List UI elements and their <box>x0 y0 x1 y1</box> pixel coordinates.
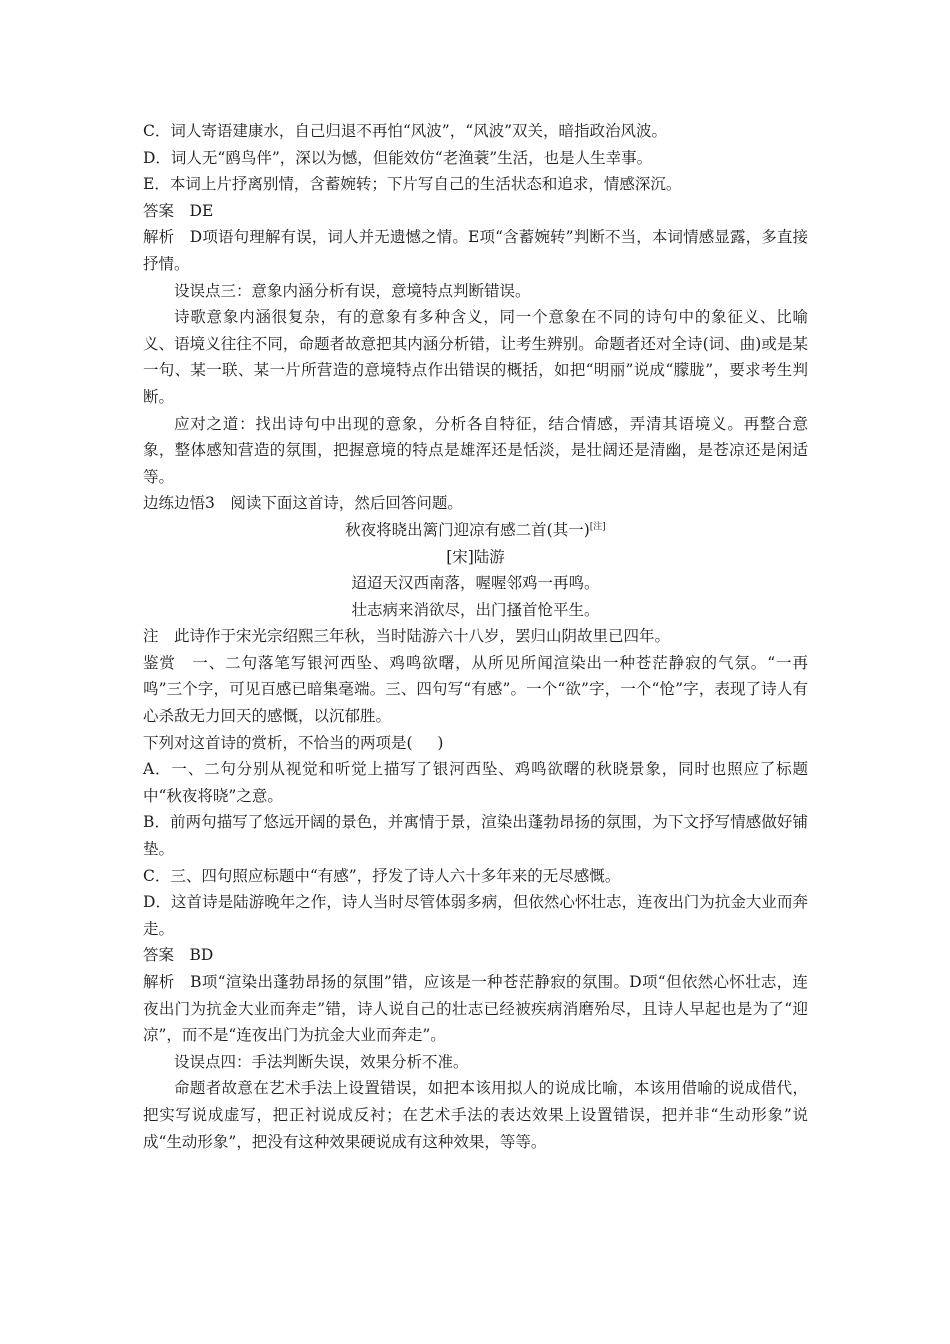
poem-line-1: 迢迢天汉西南落，喔喔邻鸡一再鸣。 <box>351 574 600 593</box>
document-page <box>143 118 808 1155</box>
answer-value: DE <box>189 201 214 220</box>
poem-author: [宋]陆游 <box>446 547 505 566</box>
analysis-text: D项语句理解有误，词人并无遗憾之情。E项“含蓄婉转”判断不当，本词情感显露，多直接抒情。 <box>143 228 808 273</box>
answer-1 <box>143 198 808 225</box>
practice-instruction: 阅读下面这首诗，然后回答问题。 <box>230 494 463 513</box>
point-4-body: 命题者故意在艺术手法上设置错误，如把本该用拟人的说成比喻，本该用借喻的说成借代，把实写说成虚写，把正衬说成反衬；在艺术手法的表达效果上设置错误，把并非“生动形象”说成“生动形象”，把没有这种效果硬说成有这种效果，等等。 <box>143 1079 808 1151</box>
analysis-label: 解析 <box>143 228 175 247</box>
appreciation <box>143 650 808 730</box>
point-4-title: 设误点四：手法判断失误，效果分析不准。 <box>174 1052 469 1071</box>
point-3-strategy: 应对之道：找出诗句中出现的意象，分析各自特征，结合情感，弄清其语境义。再整合意象，整体感知营造的氛围，把握意境的特点是雄浑还是恬淡，是壮阔还是清幽，是苍凉还是闲适等。 <box>143 414 808 486</box>
option-d: D．这首诗是陆游晚年之作，诗人当时尽管体弱多病，但依然心怀壮志，连夜出门为抗金大业而奔走。 <box>143 893 808 938</box>
analysis-1 <box>143 224 808 277</box>
analysis-label: 解析 <box>143 973 175 991</box>
poem-note-mark: [注] <box>589 521 606 532</box>
point-3-body: 诗歌意象内涵很复杂，有的意象有多种含义，同一个意象在不同的诗句中的象征义、比喻义、语境义往往不同，命题者故意把其内涵分析错，让考生辨别。命题者还对全诗(词、曲)或是某一句、某一联、某一片所营造的意境特点作出错误的概括，如把“明丽”说成“朦胧”，要求考生判断。 <box>143 308 808 406</box>
practice-label: 边练边悟3 <box>143 494 215 513</box>
question-text: 下列对这首诗的赏析，不恰当的两项是( <box>143 733 413 752</box>
option-d-prev: D．词人无“鸥鸟伴”，深以为憾，但能效仿“老渔蓑”生活，也是人生幸事。 <box>143 148 653 167</box>
answer-label: 答案 <box>143 946 175 965</box>
option-b: B．前两句描写了悠远开阔的景色，并寓情于景，渲染出蓬勃昂扬的氛围，为下文抒写情感做好铺垫。 <box>143 813 808 859</box>
analysis-2 <box>143 969 808 1049</box>
option-c-prev: C．词人寄语建康水，自己归退不再怕“风波”，“风波”双关，暗指政治风波。 <box>143 122 668 140</box>
appreciation-text: 一、二句落笔写银河西坠、鸡鸣欲曙，从所见所闻渲染出一种苍茫静寂的气氛。“一再鸣”三个字，可见百感已暗集毫端。三、四句写“有感”。一个“欲”字，一个“怆”字，表现了诗人有心杀敌无力回天的感慨，以沉郁胜。 <box>143 653 808 726</box>
option-c: C．三、四句照应标题中“有感”，抒发了诗人六十多年来的无尽感慨。 <box>143 866 621 885</box>
note-label: 注 <box>143 627 159 646</box>
poem-title-text: 秋夜将晓出篱门迎凉有感二首(其一) <box>345 520 590 539</box>
appreciation-label: 鉴赏 <box>143 653 176 672</box>
point-3-title: 设误点三：意象内涵分析有误，意境特点判断错误。 <box>174 281 531 300</box>
practice-heading <box>143 490 808 517</box>
answer-label: 答案 <box>143 201 175 220</box>
question-stem <box>143 730 808 757</box>
answer-2 <box>143 942 808 969</box>
question-close: ) <box>437 733 444 752</box>
option-a: A．一、二句分别从视觉和听觉上描写了银河西坠、鸡鸣欲曙的秋晓景象，同时也照应了标题中“秋夜将晓”之意。 <box>143 760 808 805</box>
note-text: 此诗作于宋光宗绍熙三年秋，当时陆游六十八岁，罢归山阴故里已四年。 <box>174 627 671 646</box>
poem-line-2: 壮志病来消欲尽，出门搔首怆平生。 <box>351 600 600 619</box>
analysis-text: B项“渲染出蓬勃昂扬的氛围”错，应该是一种苍茫静寂的氛围。D项“但依然心怀壮志，连夜出门为抗金大业而奔走”错，诗人说自己的壮志已经被疾病消磨殆尽，且诗人早起也是为了“迎凉”，而不是“连夜出门为抗金大业而奔走”。 <box>143 973 808 1045</box>
poem-title <box>143 517 808 544</box>
poem-note <box>143 623 808 650</box>
answer-value: BD <box>189 946 214 965</box>
option-e-prev: E．本词上片抒离别情，含蓄婉转；下片写自己的生活状态和追求，情感深沉。 <box>143 175 682 194</box>
